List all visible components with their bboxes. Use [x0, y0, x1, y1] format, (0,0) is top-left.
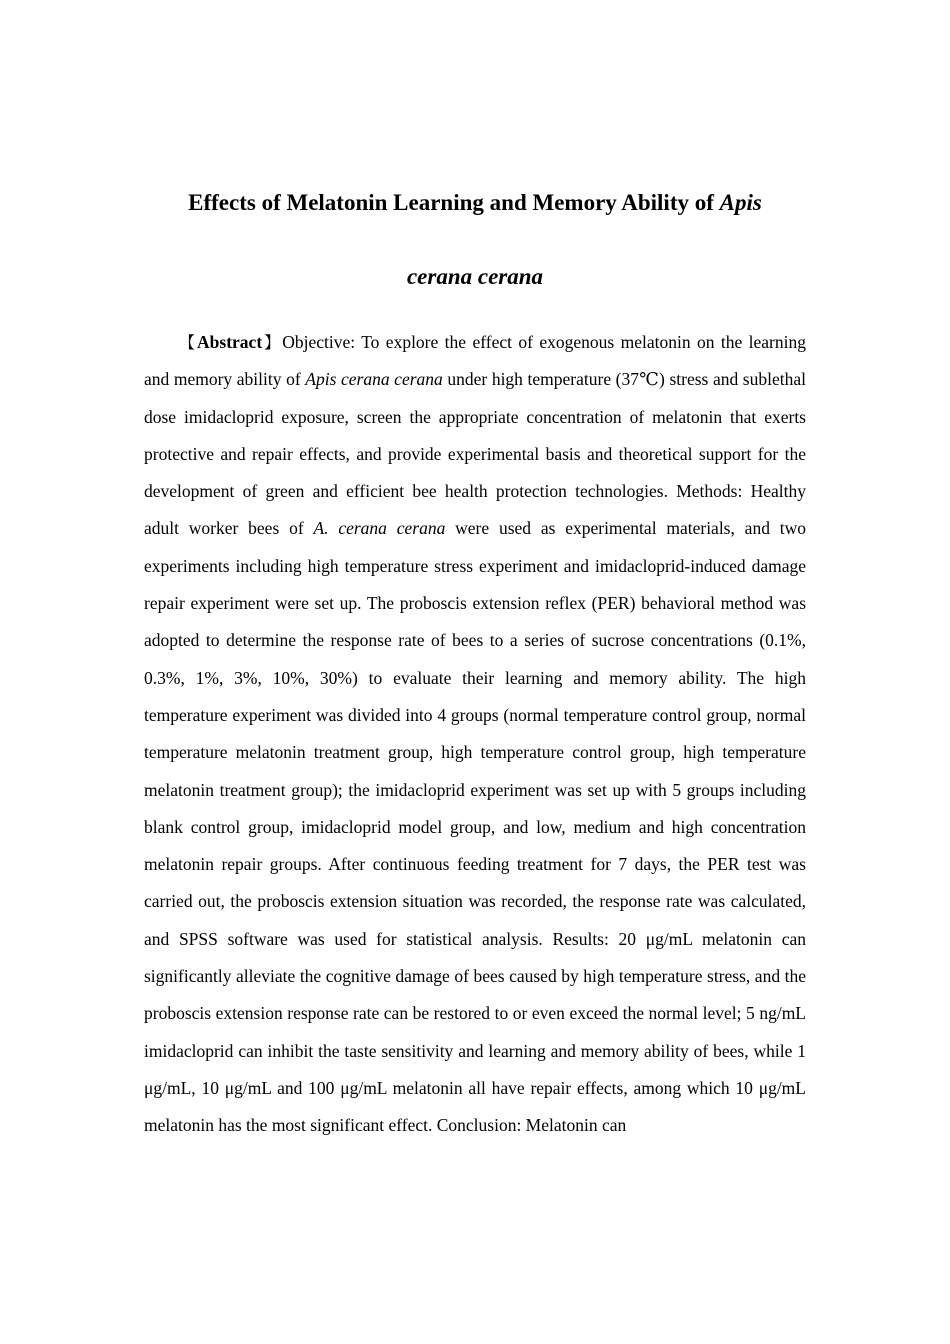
abstract-species-1: Apis cerana cerana	[305, 369, 443, 390]
abstract-text-3: were used as experimental materials, and two experiments including high temperature stress experiment and imidacloprid-induced damage repair experiment were set up. The proboscis extension reflex (PER) behavioral method was adopted to determine the response rate of bees to a series of sucrose concentrations (0.1%, 0.3%, 1%, 3%, 10%, 30%) to evaluate their learning and memory ability. The high temperature experiment was divided into 4 groups (normal temperature control group, normal temperature melatonin treatment group, high temperature control group, high temperature melatonin treatment group); the imidacloprid experiment was set up with 5 groups including blank control group, imidacloprid model group, and low, medium and high concentration melatonin repair groups. After continuous feeding treatment for 7 days, the PER test was carried out, the proboscis extension situation was recorded, the response rate was calculated, and SPSS software was used for statistical analysis. Results: 20 μg/mL melatonin can significantly alleviate the cognitive damage of bees caused by high temperature stress, and the proboscis extension response rate can be restored to or even exceed the normal level; 5 ng/mL imidacloprid can inhibit the taste sensitivity and learning and memory ability of bees, while 1 μg/mL, 10 μg/mL and 100 μg/mL melatonin all have repair effects, among which 10 μg/mL melatonin has the most significant effect. Conclusion: Melatonin can	[144, 518, 806, 1136]
title-species-name: cerana cerana	[406, 264, 544, 289]
abstract-paragraph	[144, 324, 806, 1145]
abstract-text-2: under high temperature (37℃) stress and sublethal dose imidacloprid exposure, screen the appropriate concentration of melatonin that exerts protective and repair effects, and provide experimental basis and theoretical support for the development of green and efficient bee health protection technologies. Methods: Healthy adult worker bees of	[144, 369, 806, 539]
abstract-text-1: Objective: To explore the effect of exogenous melatonin on the learning and memory ability of	[144, 332, 806, 390]
abstract-label	[179, 332, 282, 352]
abstract-open-bracket: 【	[179, 333, 198, 352]
title-species-genus: Apis	[719, 190, 762, 215]
abstract-close-bracket: 】	[262, 333, 283, 352]
title-line-2	[100, 240, 850, 314]
title-line-1	[100, 166, 850, 240]
title-text: Effects of Melatonin Learning and Memory Ability of	[188, 190, 720, 215]
abstract-species-2: A. cerana cerana	[313, 518, 446, 539]
abstract-label-text: Abstract	[197, 332, 263, 352]
paper-title	[100, 166, 850, 314]
